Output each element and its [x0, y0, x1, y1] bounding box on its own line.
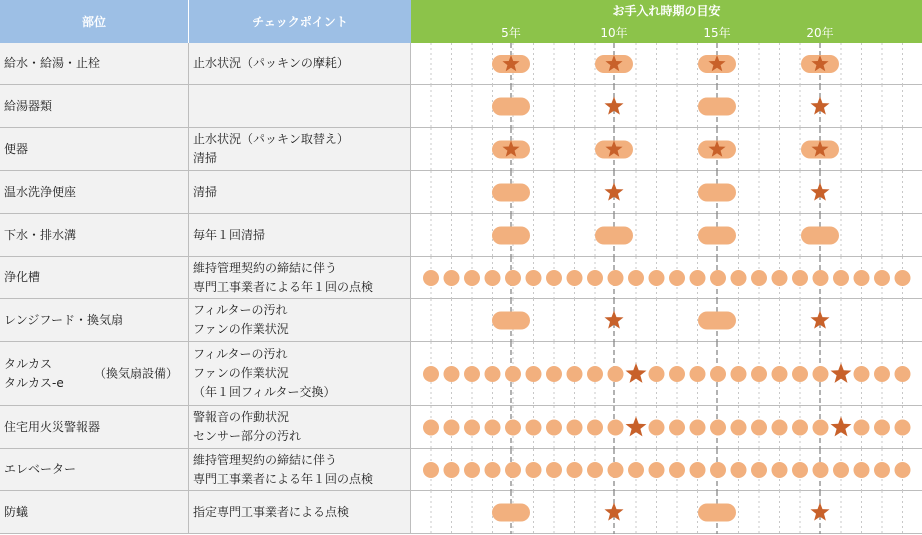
checkpoint-cell: [189, 257, 411, 298]
checkpoint-label: 毎年１回清掃: [193, 227, 266, 242]
checkpoint-label: 止水状況（パッキンの摩耗）: [193, 56, 349, 70]
timeline-graphic: [411, 171, 922, 214]
maintenance-dot: [895, 366, 911, 382]
part-label: タルカス: [4, 356, 53, 371]
timeline-cell: [411, 449, 922, 490]
maintenance-pill: [492, 504, 530, 522]
maintenance-dot: [813, 462, 829, 478]
maintenance-dot: [608, 420, 624, 436]
tick-20: 20年: [806, 26, 834, 40]
maintenance-dot: [608, 462, 624, 478]
maintenance-dot: [649, 366, 665, 382]
maintenance-dot: [895, 270, 911, 286]
maintenance-pill: [698, 227, 736, 245]
star-icon: [626, 363, 647, 383]
checkpoint-label: 専門工事業者による年１回の点検: [193, 279, 374, 294]
checkpoint-label: 専門工事業者による年１回の点検: [193, 471, 374, 486]
checkpoint-cell: [189, 342, 411, 405]
maintenance-dot: [772, 420, 788, 436]
timeline-graphic: [411, 299, 922, 342]
maintenance-dot: [567, 462, 583, 478]
table-row: [0, 85, 922, 128]
maintenance-dot: [464, 462, 480, 478]
maintenance-dot: [444, 270, 460, 286]
maintenance-pill: [698, 504, 736, 522]
maintenance-dot: [792, 462, 808, 478]
part-label: レンジフード・換気扇: [4, 312, 124, 327]
checkpoint-label: 清掃: [193, 151, 218, 165]
maintenance-dot: [526, 462, 542, 478]
maintenance-dot: [772, 462, 788, 478]
maintenance-dot: [546, 270, 562, 286]
maintenance-dot: [731, 420, 747, 436]
maintenance-pill: [492, 312, 530, 330]
maintenance-dot: [444, 420, 460, 436]
timeline-cell: [411, 342, 922, 405]
maintenance-dot: [813, 366, 829, 382]
maintenance-dot: [485, 420, 501, 436]
maintenance-dot: [423, 366, 439, 382]
maintenance-dot: [567, 270, 583, 286]
maintenance-dot: [813, 270, 829, 286]
part-cell: [0, 491, 189, 533]
maintenance-pill: [698, 98, 736, 116]
maintenance-dot: [710, 270, 726, 286]
maintenance-dot: [587, 420, 603, 436]
star-icon: [831, 363, 852, 383]
timeline-graphic: [411, 491, 922, 534]
table-row: [0, 128, 922, 171]
star-icon: [626, 417, 647, 437]
maintenance-dot: [485, 462, 501, 478]
maintenance-dot: [772, 270, 788, 286]
star-icon: [831, 417, 852, 437]
maintenance-dot: [854, 270, 870, 286]
checkpoint-label: 指定専門工事業者による点検: [193, 504, 350, 519]
table-row: [0, 257, 922, 299]
table-row: [0, 299, 922, 342]
part-label: 下水・排水溝: [4, 227, 77, 242]
table-row: [0, 214, 922, 257]
maintenance-dot: [690, 270, 706, 286]
maintenance-dot: [669, 366, 685, 382]
maintenance-dot: [546, 462, 562, 478]
part-cell: [0, 214, 189, 256]
header-part-label: 部位: [81, 15, 106, 29]
header-timeline-label: お手入れ時期の目安: [612, 4, 721, 18]
maintenance-dot: [854, 366, 870, 382]
timeline-graphic: [411, 128, 922, 171]
timeline-graphic: [411, 449, 922, 491]
checkpoint-cell: [189, 214, 411, 256]
maintenance-dot: [526, 366, 542, 382]
part-label: 給水・給湯・止栓: [4, 56, 101, 70]
maintenance-dot: [833, 270, 849, 286]
maintenance-dot: [505, 420, 521, 436]
checkpoint-cell: [189, 171, 411, 213]
timeline-cell: [411, 214, 922, 256]
checkpoint-label: ファンの作業状況: [193, 366, 289, 380]
part-label: 給湯器類: [4, 98, 53, 113]
header-checkpoint-label: チェックポイント: [252, 15, 348, 29]
maintenance-dot: [731, 366, 747, 382]
maintenance-dot: [854, 420, 870, 436]
timeline-cell: [411, 257, 922, 298]
maintenance-dot: [669, 270, 685, 286]
timeline-graphic: [411, 342, 922, 406]
maintenance-dot: [751, 366, 767, 382]
checkpoint-label: （年１回フィルター交換）: [193, 385, 336, 399]
maintenance-dot: [649, 420, 665, 436]
timeline-cell: [411, 299, 922, 341]
timeline-cell: [411, 128, 922, 170]
header-timeline: [411, 0, 922, 43]
table-row: [0, 171, 922, 214]
maintenance-dot: [731, 462, 747, 478]
checkpoint-cell: [189, 299, 411, 341]
maintenance-dot: [895, 462, 911, 478]
checkpoint-label: フィルターの汚れ: [193, 347, 288, 361]
timeline-graphic: [411, 257, 922, 299]
part-cell: [0, 128, 189, 170]
checkpoint-cell: [189, 128, 411, 170]
maintenance-dot: [546, 420, 562, 436]
timeline-cell: [411, 85, 922, 127]
maintenance-dot: [731, 270, 747, 286]
maintenance-dot: [444, 366, 460, 382]
maintenance-dot: [444, 462, 460, 478]
maintenance-dot: [649, 462, 665, 478]
maintenance-dot: [792, 270, 808, 286]
maintenance-pill: [698, 184, 736, 202]
maintenance-dot: [751, 462, 767, 478]
part-label: エレベーター: [4, 462, 77, 476]
header-part: [0, 0, 189, 43]
maintenance-dot: [608, 270, 624, 286]
maintenance-pill: [698, 312, 736, 330]
timeline-cell: [411, 406, 922, 448]
maintenance-dot: [710, 420, 726, 436]
maintenance-dot: [751, 270, 767, 286]
part-cell: [0, 406, 189, 448]
maintenance-dot: [526, 420, 542, 436]
timeline-cell: [411, 43, 922, 84]
maintenance-dot: [649, 270, 665, 286]
maintenance-dot: [690, 420, 706, 436]
checkpoint-label: フィルターの汚れ: [193, 303, 288, 317]
timeline-cell: [411, 171, 922, 213]
part-cell: [0, 43, 189, 84]
maintenance-dot: [792, 420, 808, 436]
maintenance-dot: [710, 462, 726, 478]
tick-10: 10年: [600, 26, 628, 40]
maintenance-dot: [874, 270, 890, 286]
maintenance-dot: [464, 270, 480, 286]
part-cell: [0, 85, 189, 127]
maintenance-pill: [595, 227, 633, 245]
maintenance-dot: [464, 420, 480, 436]
timeline-graphic: [411, 406, 922, 449]
table-row: [0, 449, 922, 491]
checkpoint-cell: [189, 43, 411, 84]
maintenance-dot: [567, 420, 583, 436]
maintenance-dot: [833, 462, 849, 478]
table-row: [0, 406, 922, 449]
maintenance-dot: [813, 420, 829, 436]
maintenance-dot: [669, 420, 685, 436]
maintenance-dot: [895, 420, 911, 436]
maintenance-dot: [690, 366, 706, 382]
maintenance-dot: [772, 366, 788, 382]
timeline-cell: [411, 491, 922, 533]
maintenance-dot: [628, 462, 644, 478]
part-cell: [0, 342, 189, 405]
maintenance-dot: [485, 270, 501, 286]
part-cell: [0, 171, 189, 213]
maintenance-dot: [587, 366, 603, 382]
checkpoint-cell: [189, 406, 411, 448]
checkpoint-cell: [189, 449, 411, 490]
checkpoint-label: 維持管理契約の締結に伴う: [193, 260, 338, 275]
part-cell: [0, 257, 189, 298]
maintenance-dot: [505, 462, 521, 478]
maintenance-dot: [628, 270, 644, 286]
maintenance-dot: [464, 366, 480, 382]
maintenance-dot: [587, 270, 603, 286]
maintenance-dot: [751, 420, 767, 436]
maintenance-dot: [505, 366, 521, 382]
part-label: 住宅用火災警報器: [4, 419, 101, 434]
part-label: 温水洗浄便座: [4, 184, 77, 199]
maintenance-dot: [567, 366, 583, 382]
part-label: 浄化槽: [4, 270, 41, 284]
checkpoint-label: 清掃: [193, 184, 218, 199]
maintenance-dot: [874, 462, 890, 478]
timeline-graphic: [411, 85, 922, 128]
maintenance-dot: [710, 366, 726, 382]
table-row: [0, 491, 922, 534]
tick-15: 15年: [703, 26, 731, 40]
maintenance-pill: [492, 184, 530, 202]
checkpoint-label: センサー部分の汚れ: [193, 429, 302, 443]
maintenance-dot: [669, 462, 685, 478]
checkpoint-label: 止水状況（パッキン取替え）: [193, 132, 349, 146]
checkpoint-label: 維持管理契約の締結に伴う: [193, 452, 338, 467]
part-sub-label: （換気扇設備）: [94, 366, 179, 380]
checkpoint-label: ファンの作業状況: [193, 322, 289, 336]
maintenance-dot: [485, 366, 501, 382]
maintenance-dot: [423, 462, 439, 478]
maintenance-dot: [505, 270, 521, 286]
maintenance-dot: [608, 366, 624, 382]
maintenance-dot: [690, 462, 706, 478]
part-label: タルカス-e: [4, 375, 64, 390]
maintenance-dot: [546, 366, 562, 382]
part-label: 便器: [4, 141, 29, 156]
table-row: [0, 43, 922, 85]
maintenance-dot: [423, 270, 439, 286]
maintenance-dot: [587, 462, 603, 478]
table-row: [0, 342, 922, 406]
maintenance-dot: [792, 366, 808, 382]
checkpoint-cell: [189, 85, 411, 127]
part-cell: [0, 449, 189, 490]
timeline-graphic: [411, 214, 922, 257]
tick-5: 5年: [501, 26, 521, 40]
maintenance-dot: [874, 366, 890, 382]
maintenance-dot: [874, 420, 890, 436]
maintenance-dot: [854, 462, 870, 478]
maintenance-pill: [492, 98, 530, 116]
checkpoint-cell: [189, 491, 411, 533]
checkpoint-label: 警報音の作動状況: [193, 410, 290, 424]
part-label: 防蟻: [4, 504, 29, 519]
maintenance-dot: [526, 270, 542, 286]
maintenance-dot: [423, 420, 439, 436]
part-cell: [0, 299, 189, 341]
header-checkpoint: [189, 0, 411, 43]
timeline-graphic: [411, 43, 922, 85]
maintenance-pill: [492, 227, 530, 245]
maintenance-pill: [801, 227, 839, 245]
